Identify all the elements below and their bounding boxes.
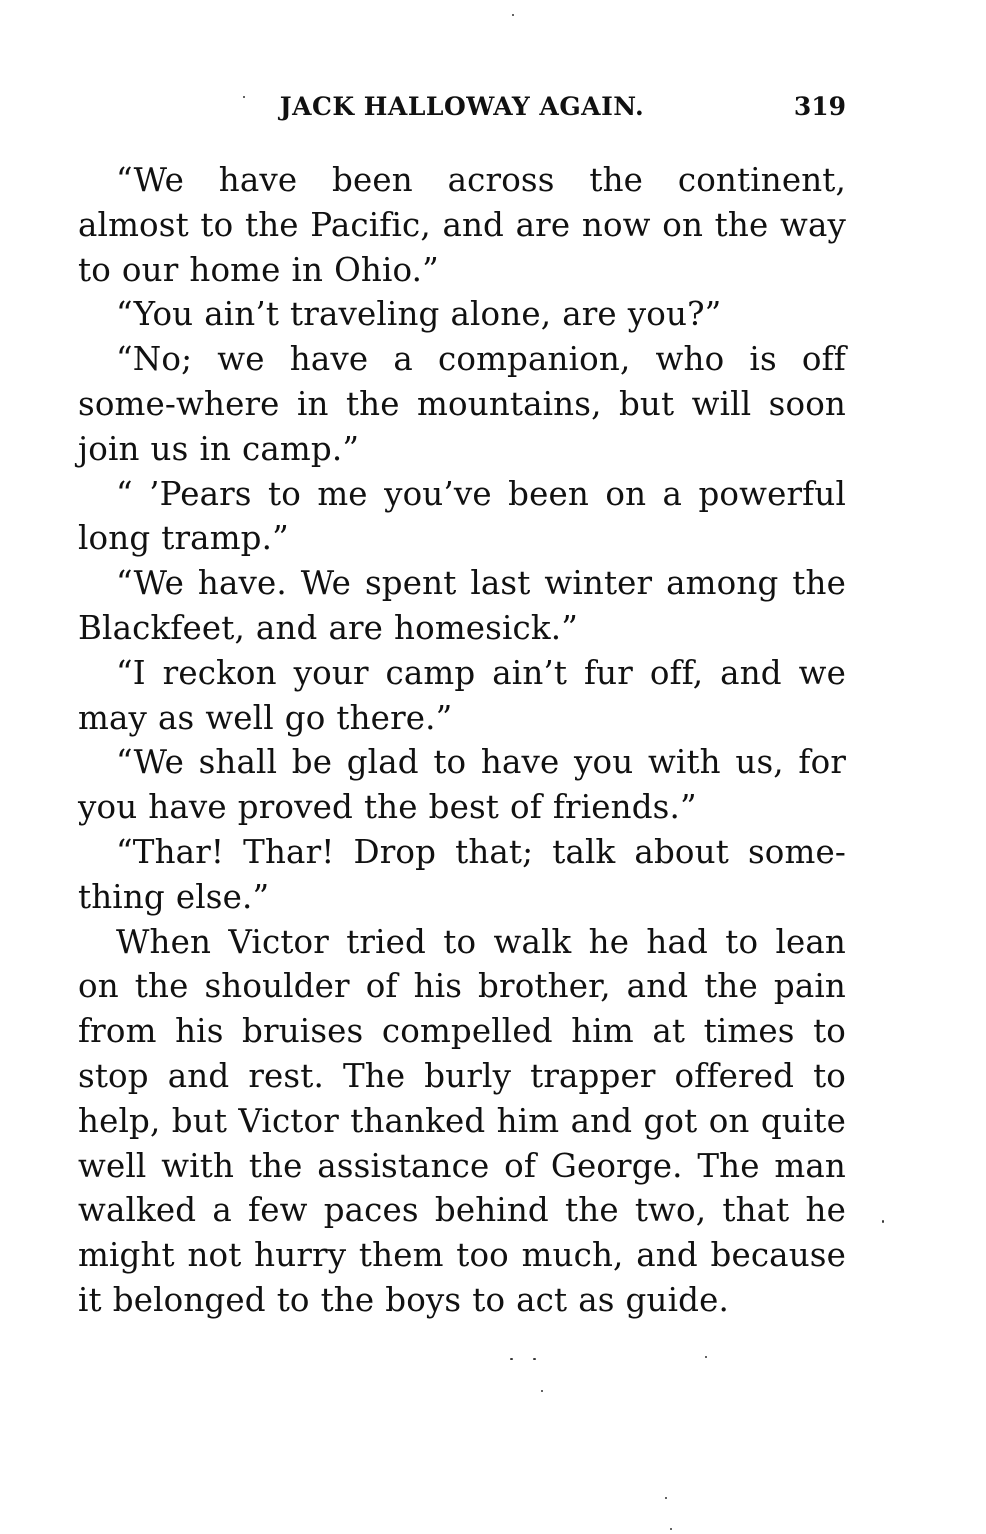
body-text [78, 158, 846, 1323]
scan-speck [533, 1358, 536, 1360]
paragraph: “ ’Pears to me you’ve been on a powerful long tramp.” [78, 474, 846, 558]
running-title: JACK HALLOWAY AGAIN. [279, 92, 645, 121]
paragraph: “We have been across the continent, almost to the Pacific, and are now on the way to our home in Ohio.” [78, 161, 846, 289]
page-number: 319 [793, 92, 846, 121]
scan-speck [541, 1390, 543, 1392]
running-head [78, 92, 846, 136]
paragraph: “You ain’t traveling alone, are you?” [116, 295, 722, 334]
scan-speck [665, 1497, 667, 1499]
paragraph: “We have. We spent last winter among the Blackfeet, and are homesick.” [78, 564, 846, 647]
paragraph: “Thar! Thar! Drop that; talk about some-thing else.” [78, 832, 846, 916]
scan-speck [882, 1220, 884, 1223]
scan-speck [243, 96, 245, 98]
scan-speck [670, 1528, 672, 1530]
paragraph: When Victor tried to walk he had to lean on the shoulder of his brother, and the pain from his bruises compelled him at times to stop and rest. The burly trapper offered to help, but Victor thanked him and got on quite well with the assistance of George. The man walked a few paces behind the two, that he might not hurry them too much, and because it belonged to the boys to act as guide. [78, 922, 846, 1319]
paragraph: “No; we have a companion, who is off some-where in the mountains, but will soon join us in camp.” [78, 340, 846, 468]
paragraph: “I reckon your camp ain’t fur off, and we may as well go there.” [78, 653, 846, 737]
scan-speck [512, 14, 514, 16]
scan-speck [510, 1358, 513, 1360]
paragraph: “We shall be glad to have you with us, for you have proved the best of friends.” [78, 743, 846, 827]
scan-speck [705, 1356, 707, 1358]
